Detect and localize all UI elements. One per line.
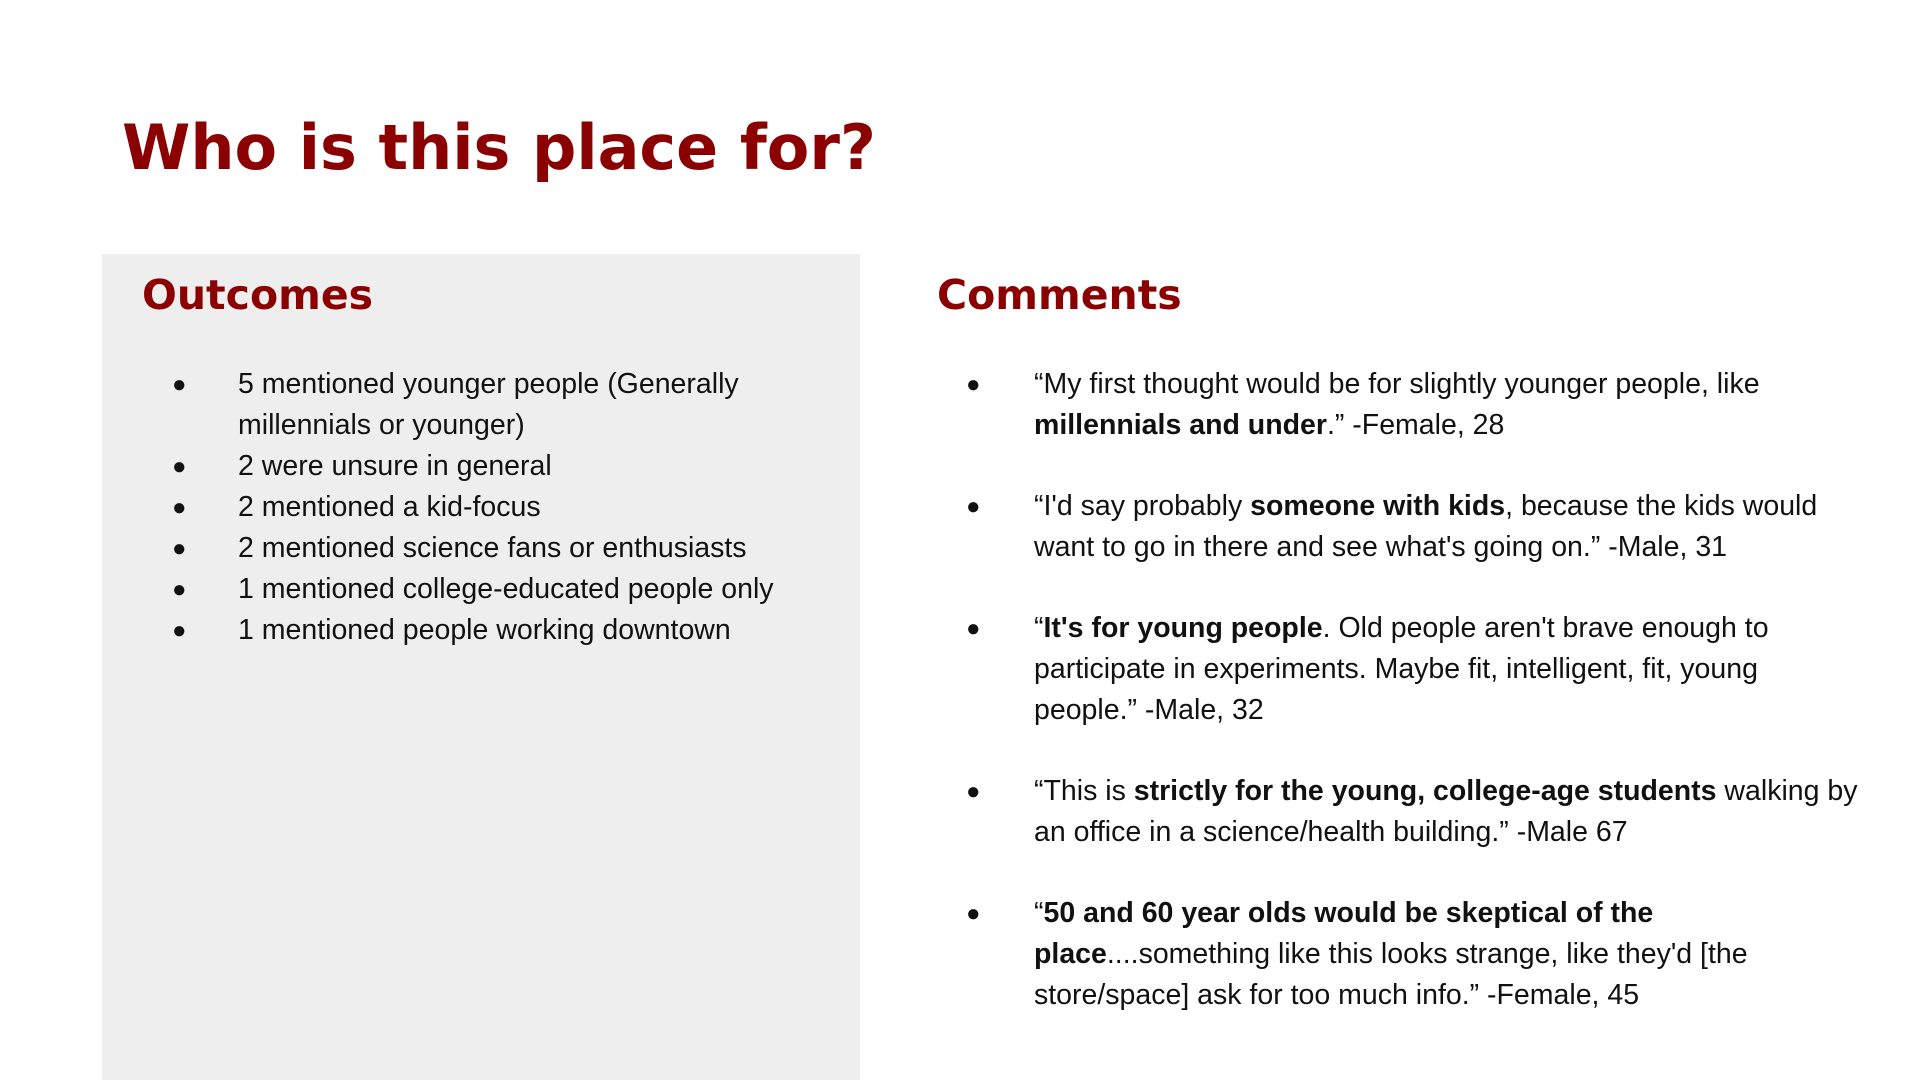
comment-text-post: . Old people aren't brave enough to participate in experiments. Maybe fit, intelligent, fit, young people.” -Male, 32	[1034, 612, 1769, 726]
outcomes-list	[172, 364, 838, 651]
comment-text-pre: “I'd say probably	[1034, 490, 1251, 522]
bullet-icon: ●	[172, 535, 187, 562]
comment-text-post: ....something like this looks strange, like they'd [the store/space] ask for too much info.” -Female, 45	[1034, 938, 1748, 1011]
bullet-icon: ●	[172, 494, 187, 521]
outcome-text: 5 mentioned younger people (Generally millennials or younger)	[238, 368, 739, 441]
bullet-icon: ●	[172, 371, 187, 398]
outcome-item	[172, 364, 838, 446]
comment-text-pre: “	[1034, 897, 1044, 929]
bullet-icon: ●	[966, 615, 981, 642]
outcome-item	[172, 528, 838, 569]
outcomes-heading: Outcomes	[142, 271, 374, 319]
outcome-item	[172, 569, 838, 610]
comments-heading: Comments	[937, 271, 1182, 319]
comment-item	[966, 608, 1864, 731]
comment-highlight: someone with kids	[1250, 490, 1506, 522]
outcome-item	[172, 446, 838, 487]
bullet-icon: ●	[172, 617, 187, 644]
comment-item	[966, 771, 1864, 853]
comment-text-post: walking by an office in a science/health building.” -Male 67	[1034, 775, 1858, 848]
outcome-text: 2 were unsure in general	[238, 450, 552, 482]
comment-highlight: It's for young people	[1043, 612, 1323, 644]
outcome-text: 2 mentioned a kid-focus	[238, 491, 541, 523]
comment-text-pre: “	[1034, 612, 1044, 644]
comments-list	[966, 364, 1864, 1056]
slide-title: Who is this place for?	[122, 111, 876, 184]
bullet-icon: ●	[966, 493, 981, 520]
bullet-icon: ●	[172, 453, 187, 480]
comment-highlight: millennials and under	[1034, 409, 1327, 441]
comment-text-post: .” -Female, 28	[1326, 409, 1505, 441]
outcome-text: 1 mentioned college-educated people only	[238, 573, 774, 605]
bullet-icon: ●	[966, 371, 981, 398]
bullet-icon: ●	[966, 900, 981, 927]
outcome-text: 2 mentioned science fans or enthusiasts	[238, 532, 747, 564]
comment-text-pre: “This is	[1034, 775, 1134, 807]
comment-highlight: strictly for the young, college-age students	[1133, 775, 1717, 807]
outcome-item	[172, 487, 838, 528]
bullet-icon: ●	[966, 778, 981, 805]
comment-item	[966, 893, 1864, 1016]
outcome-item	[172, 610, 838, 651]
comment-highlight: 50 and 60 year olds would be skeptical of the place	[1034, 897, 1654, 970]
comment-text-post: , because the kids would want to go in there and see what's going on.” -Male, 31	[1034, 490, 1818, 563]
bullet-icon: ●	[172, 576, 187, 603]
comment-item	[966, 364, 1864, 446]
outcome-text: 1 mentioned people working downtown	[238, 614, 731, 646]
comment-text-pre: “My first thought would be for slightly younger people, like	[1034, 368, 1760, 400]
comment-item	[966, 486, 1864, 568]
